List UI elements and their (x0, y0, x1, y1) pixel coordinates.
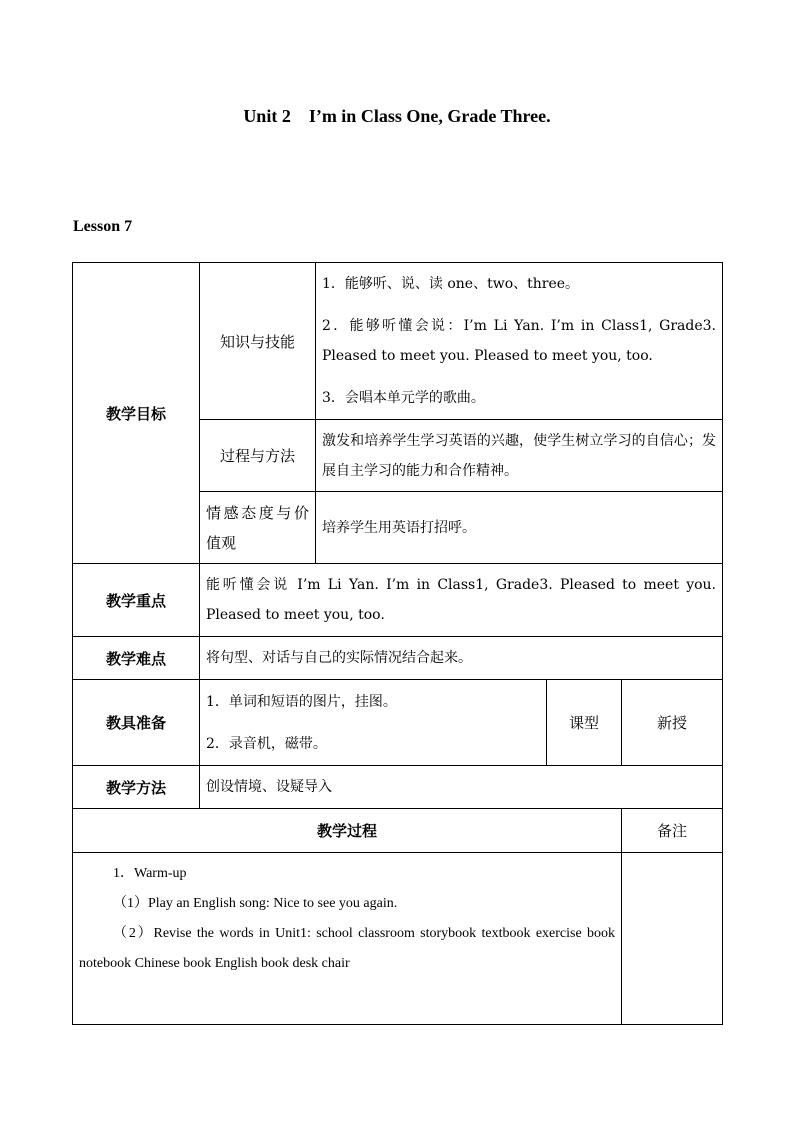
knowledge-item: 2．能够听懂会说：I’m Li Yan. I’m in Class1, Grade3. Pleased to meet you. Pleased to meet you, too. (322, 318, 717, 364)
lesson-heading: Lesson 7 (73, 218, 133, 235)
methods-label: 教学方法 (73, 766, 200, 809)
procedure-step: 1．Warm-up (113, 866, 187, 881)
lesson-plan-table (72, 262, 723, 1025)
page-title: Unit 2 I’m in Class One, Grade Three. (243, 106, 551, 126)
difficulties-text: 将句型、对话与自己的实际情况结合起来。 (206, 650, 472, 666)
emotion-label (200, 492, 316, 564)
knowledge-item: 3．会唱本单元学的歌曲。 (322, 390, 485, 406)
knowledge-item: 1．能够听、说、读 one、two、three。 (322, 276, 580, 292)
process-method-content (316, 420, 723, 492)
knowledge-content (316, 263, 723, 420)
procedure-item: （2）Revise the words in Unit1: school classroom storybook textbook exercise book notebook Chinese book English book desk chair (79, 926, 615, 971)
knowledge-label: 知识与技能 (200, 263, 316, 420)
procedure-content (73, 853, 622, 1025)
process-method-label: 过程与方法 (200, 420, 316, 492)
key-points-text: 能听懂会说 I’m Li Yan. I’m in Class1, Grade3. Pleased to meet you. Pleased to meet you, too. (206, 577, 717, 623)
materials-row (73, 680, 723, 766)
key-points-content (200, 564, 723, 637)
objectives-knowledge-row (73, 263, 723, 420)
process-method-text: 激发和培养学生学习英语的兴趣，使学生树立学习的自信心；发展自主学习的能力和合作精神。 (322, 432, 717, 479)
procedure-row (73, 853, 723, 1025)
notes-header-label: 备注 (622, 809, 723, 853)
key-points-label: 教学重点 (73, 564, 200, 637)
key-points-row (73, 564, 723, 637)
procedure-item: （1）Play an English song: Nice to see you again. (113, 896, 398, 911)
lesson-type-label: 课型 (547, 680, 622, 766)
lesson-type-value: 新授 (622, 680, 723, 766)
procedure-notes-cell (622, 853, 723, 1025)
methods-text: 创设情境、设疑导入 (206, 779, 332, 795)
process-header-row (73, 809, 723, 853)
difficulties-label: 教学难点 (73, 637, 200, 680)
methods-row (73, 766, 723, 809)
methods-content (200, 766, 723, 809)
process-header-label: 教学过程 (73, 809, 622, 853)
difficulties-row (73, 637, 723, 680)
materials-item: 2．录音机，磁带。 (206, 735, 327, 752)
materials-label: 教具准备 (73, 680, 200, 766)
objectives-label: 教学目标 (73, 263, 200, 564)
emotion-label-text: 情感态度与价值观 (206, 503, 309, 552)
materials-item: 1．单词和短语的图片，挂图。 (206, 693, 397, 710)
difficulties-content (200, 637, 723, 680)
emotion-content (316, 492, 723, 564)
materials-content (200, 680, 547, 766)
emotion-text: 培养学生用英语打招呼。 (322, 519, 476, 536)
